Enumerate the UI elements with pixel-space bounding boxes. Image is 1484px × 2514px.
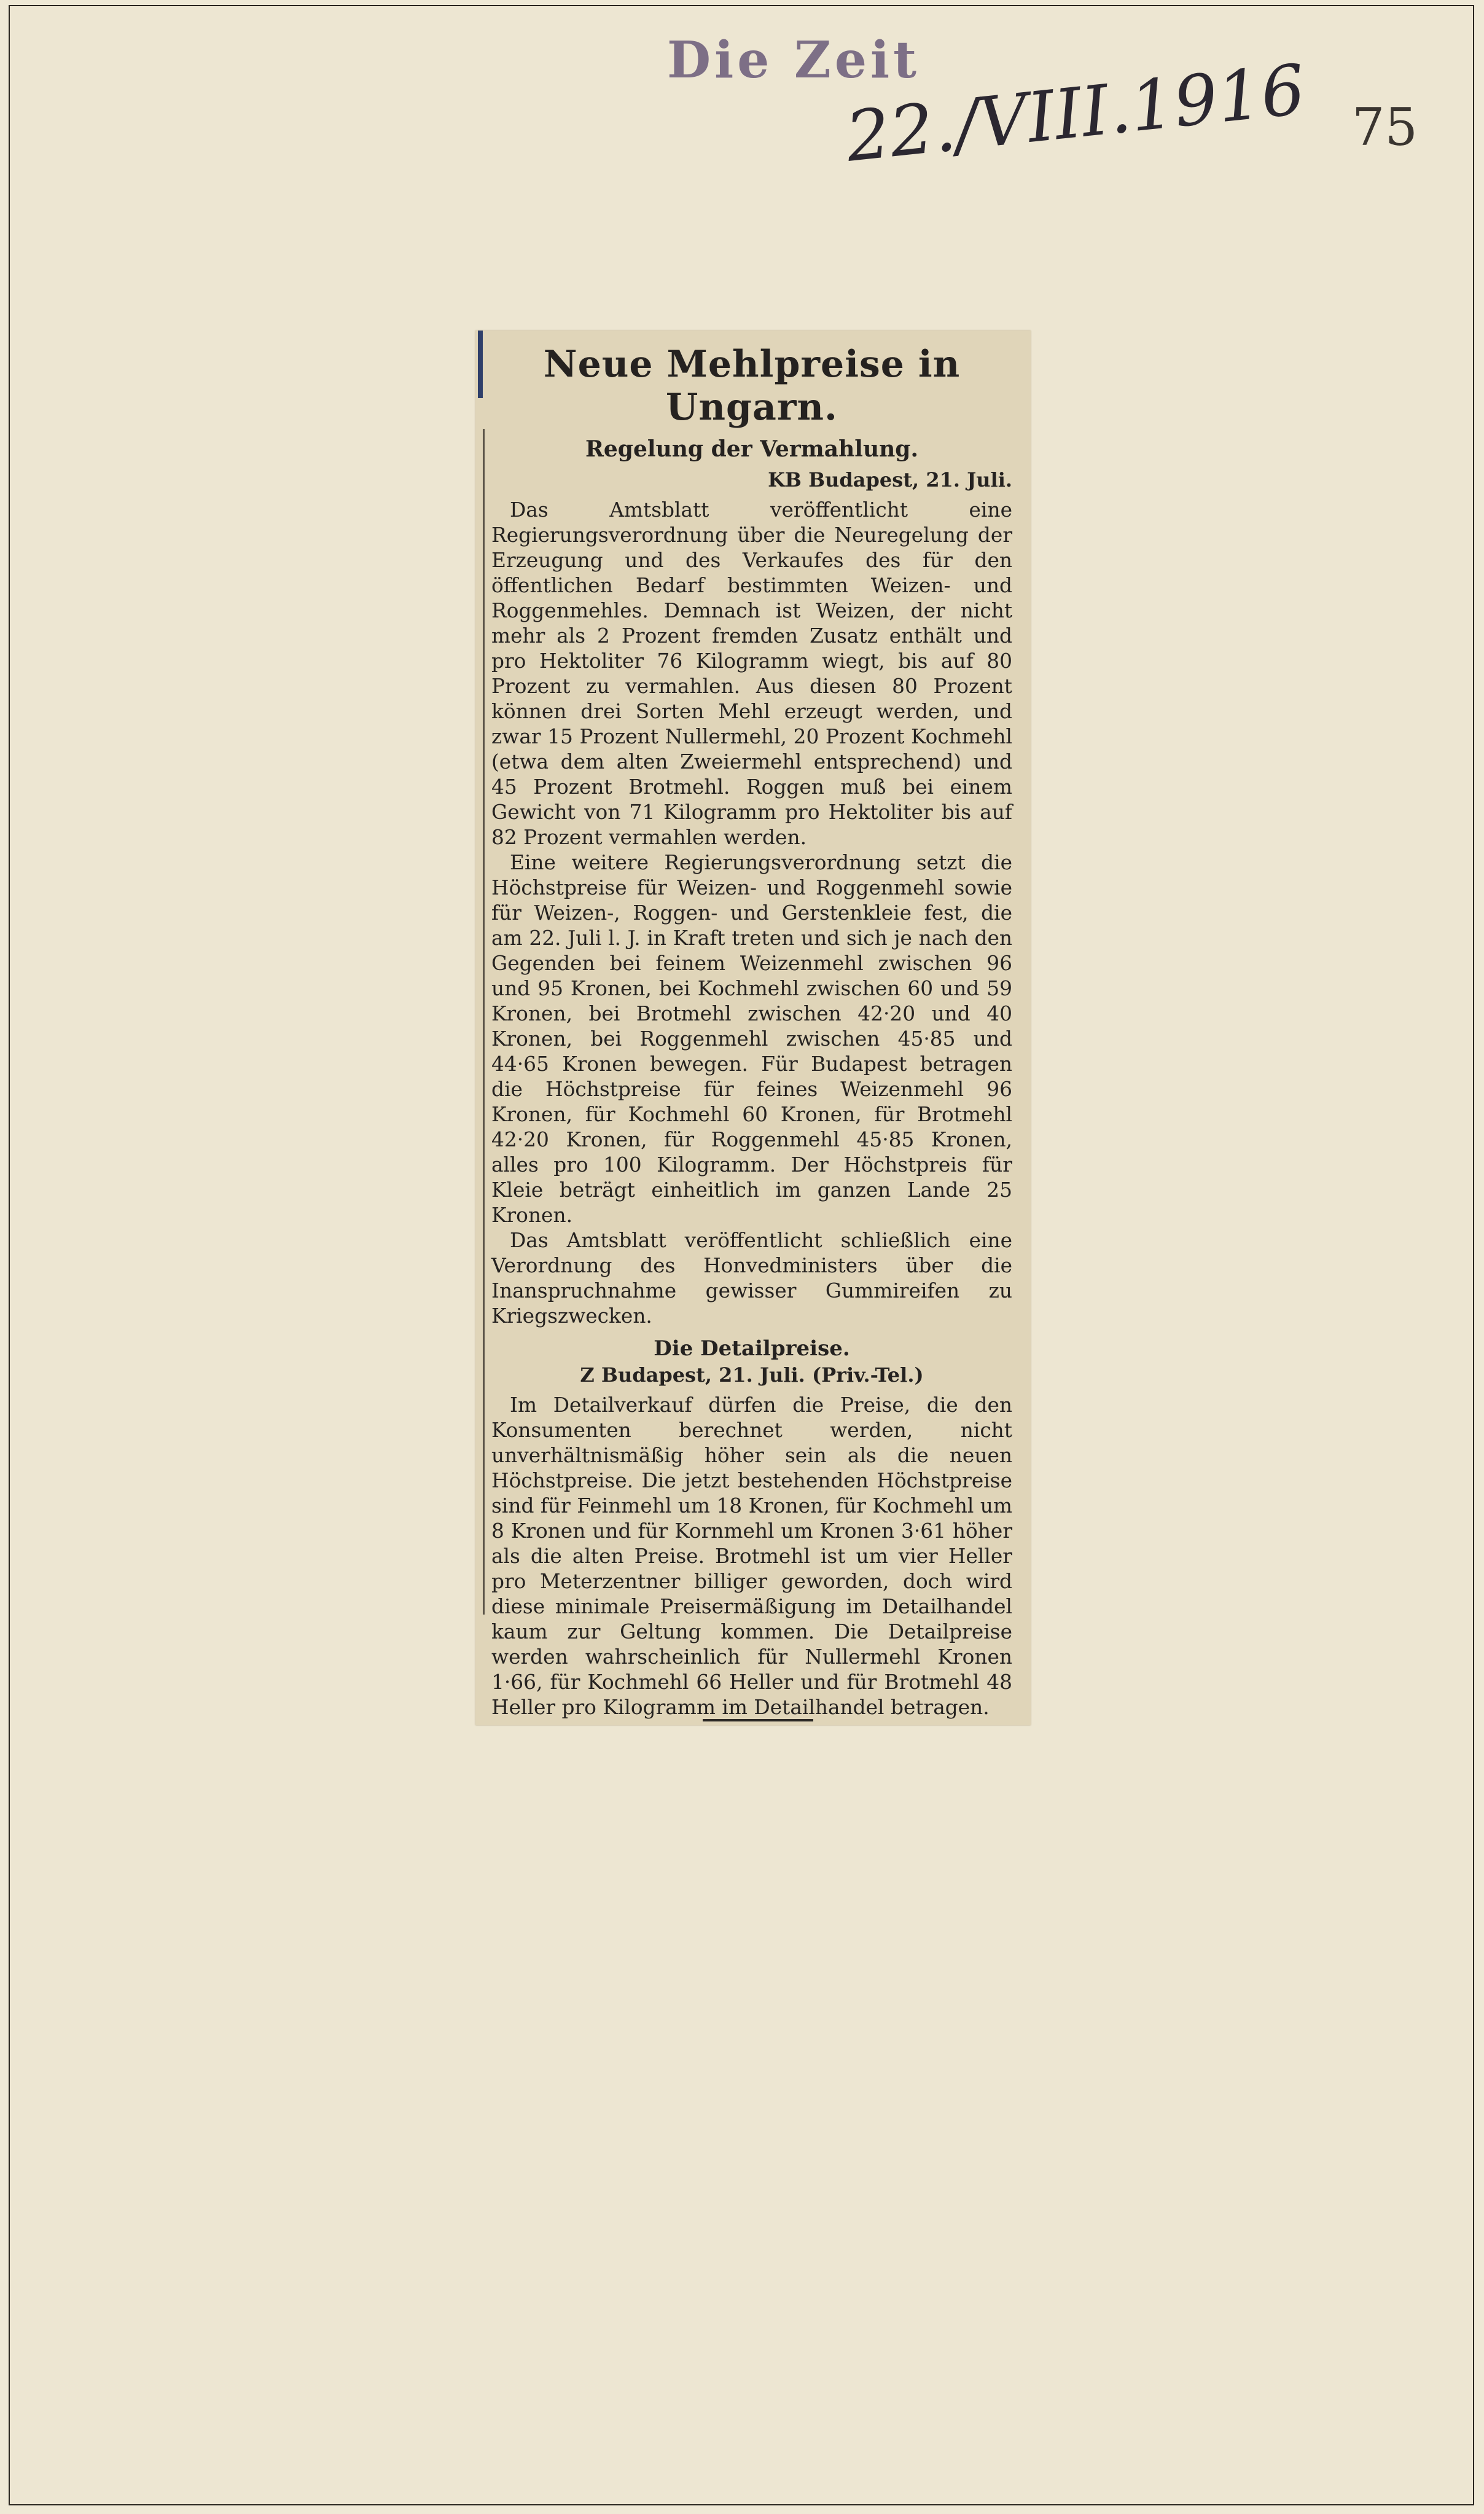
article-headline: Neue Mehlpreise in Ungarn. bbox=[543, 343, 961, 429]
page-number: 75 bbox=[1352, 97, 1418, 157]
article-paragraph: Das Amtsblatt veröffentlicht eine Regierungsverordnung über die Neuregelung der Erzeugung und des Verkaufes des für den öffentlichen Bedarf bestimmten Weizen- und Roggenmehles. Demnach ist Weizen, der nicht mehr als 2 Prozent fremden Zusatz enthält und pro Hektoliter 76 Kilogramm wiegt, bis auf 80 Prozent zu vermahlen. Aus diesen 80 Prozent können drei Sorten Mehl erzeugt werden, und zwar 15 Prozent Nullermehl, 20 Prozent Kochmehl (etwa dem alten Zweiermehl entsprechend) und 45 Prozent Brotmehl. Roggen muß bei einem Gewicht von 71 Kilogramm pro Hektoliter bis auf 82 Prozent vermahlen werden. bbox=[491, 498, 1012, 849]
article-body bbox=[491, 498, 1012, 1329]
archive-sheet bbox=[9, 5, 1474, 2505]
section-body bbox=[491, 1393, 1012, 1720]
section-heading: Die Detailpreise. bbox=[654, 1336, 850, 1361]
article-paragraph: Das Amtsblatt veröffentlicht schließlich eine Verordnung des Honvedministers über die Inanspruchnahme gewisser Gummireifen zu Kriegszwecken. bbox=[491, 1229, 1012, 1328]
article-paragraph: Eine weitere Regierungsverordnung setzt die Höchstpreise für Weizen- und Roggenmehl sowie für Weizen-, Roggen- und Gerstenkleie fest, die am 22. Juli l. J. in Kraft treten und sich je nach den Gegenden bei feinem Weizenmehl zwischen 96 und 95 Kronen, bei Kochmehl zwischen 60 und 59 Kronen, bei Brotmehl zwischen 42·20 und 40 Kronen, bei Roggenmehl zwischen 45·85 und 44·65 Kronen bewegen. Für Budapest betragen die Höchstpreise für feines Weizenmehl 96 Kronen, für Kochmehl 60 Kronen, für Brotmehl 42·20 Kronen, für Roggenmehl 45·85 Kronen, alles pro 100 Kilogramm. Der Höchstpreis für Kleie beträgt einheitlich im ganzen Lande 25 Kronen. bbox=[491, 851, 1012, 1227]
newspaper-clipping bbox=[475, 331, 1031, 1725]
clipping-column-rule bbox=[483, 429, 485, 1615]
end-rule bbox=[703, 1719, 813, 1721]
section-paragraph: Im Detailverkauf dürfen die Preise, die den Konsumenten berechnet werden, nicht unverhältnismäßig höher sein als die neuen Höchstpreise. Die jetzt bestehenden Höchstpreise sind für Feinmehl um 18 Kronen, für Kochmehl um 8 Kronen und für Kornmehl um Kronen 3·61 höher als die alten Preise. Brotmehl ist um vier Heller pro Meterzentner billiger geworden, doch wird diese minimale Preisermäßigung im Detailhandel kaum zur Geltung kommen. Die Detailpreise werden wahrscheinlich für Nullermehl Kronen 1·66, für Kochmehl 66 Heller und für Brotmehl 48 Heller pro Kilogramm im Detailhandel betragen. bbox=[491, 1393, 1012, 1719]
section-dateline: Z Budapest, 21. Juli. (Priv.-Tel.) bbox=[580, 1363, 924, 1387]
clipping-margin-mark bbox=[478, 331, 483, 398]
handwritten-date: 22./VIII.1916 bbox=[842, 50, 1309, 178]
article-subhead: Regelung der Vermahlung. bbox=[585, 436, 919, 462]
article-dateline: KB Budapest, 21. Juli. bbox=[768, 468, 1012, 491]
newspaper-stamp: Die Zeit bbox=[667, 31, 921, 90]
